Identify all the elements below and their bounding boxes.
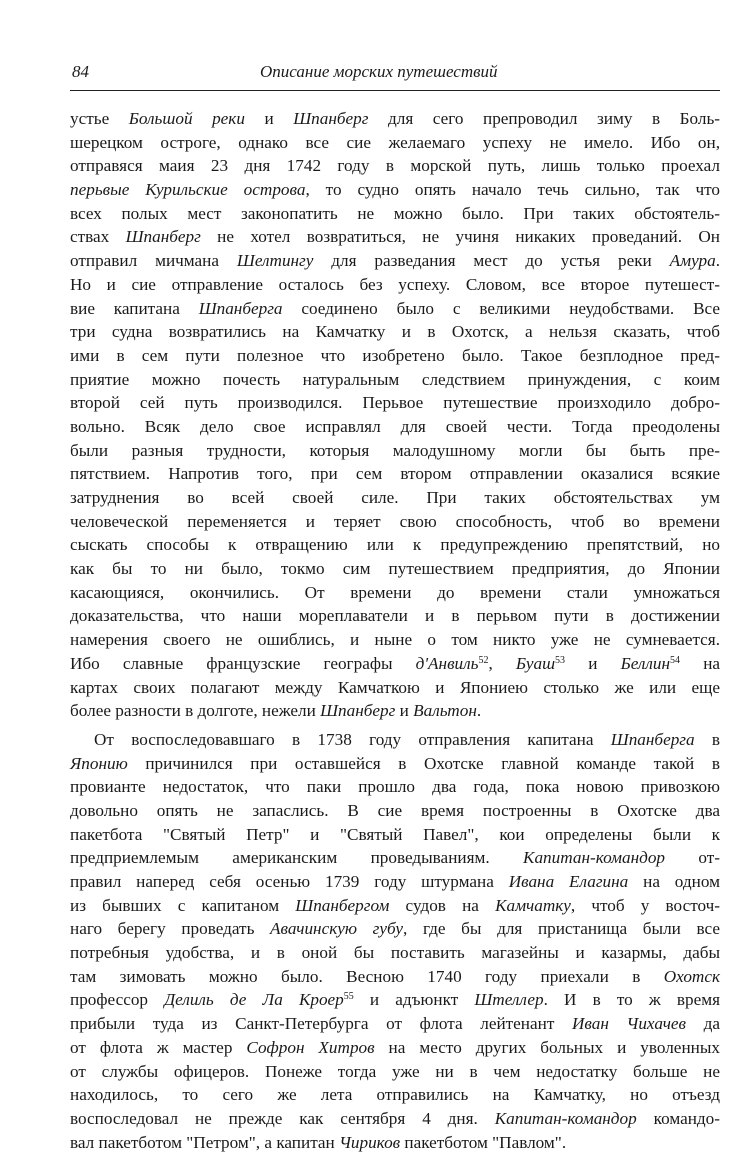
text-line bbox=[70, 917, 720, 941]
italic-name: Беллин bbox=[620, 653, 671, 673]
text-run: были разныя трудности, которыя малодушному могли бы быть пре- bbox=[70, 440, 720, 460]
text-run: в bbox=[694, 729, 720, 749]
text-run: из бывших с капитаном bbox=[70, 895, 296, 915]
text-line bbox=[70, 486, 720, 510]
text-line bbox=[70, 178, 720, 202]
text-run: ими в сем пути полезное что изобретено было. Такое безплодное пред- bbox=[70, 345, 720, 365]
text-run: не хотел возвратиться, не учиня никаких проведаний. Он bbox=[200, 227, 720, 247]
italic-name: Охотск bbox=[663, 966, 720, 986]
text-run: и bbox=[244, 109, 294, 128]
text-run: да bbox=[686, 1014, 721, 1034]
text-line bbox=[70, 415, 720, 439]
text-line bbox=[70, 581, 720, 605]
text-line bbox=[70, 249, 720, 273]
italic-name: Шпанберга bbox=[198, 298, 283, 318]
italic-name: Ивана Елагина bbox=[508, 872, 629, 891]
text-line bbox=[70, 1012, 720, 1036]
text-run: доказательства, что наши мореплаватели и в перьвом пути в достижении bbox=[70, 606, 720, 626]
text-run: от флота ж мастер bbox=[70, 1037, 247, 1057]
page-number: 84 bbox=[72, 62, 89, 81]
text-run: провианте недостаток, что паки прошло два года, пока новою привозкою bbox=[70, 777, 720, 797]
italic-name: Авачинскую губу bbox=[270, 919, 404, 939]
text-line bbox=[70, 870, 720, 894]
text-run: и bbox=[395, 701, 414, 721]
text-line bbox=[70, 131, 720, 155]
text-line bbox=[70, 799, 720, 823]
text-line bbox=[70, 823, 720, 847]
text-line bbox=[70, 154, 720, 178]
text-run: как бы то ни было, токмо сим путешествием предприятия, до Японии bbox=[70, 559, 720, 579]
text-line bbox=[70, 894, 720, 918]
text-run: устье bbox=[70, 109, 129, 128]
footnote-ref: 52 bbox=[478, 654, 489, 666]
text-line bbox=[70, 1083, 720, 1107]
italic-name: д'Анвиль bbox=[415, 653, 479, 673]
italic-name: Вальтон bbox=[413, 701, 477, 721]
text-run: профессор bbox=[70, 990, 165, 1010]
text-line bbox=[70, 557, 720, 581]
footnote-ref: 54 bbox=[670, 654, 681, 666]
text-line bbox=[70, 439, 720, 463]
text-line bbox=[70, 297, 720, 321]
text-run: . И в то ж время bbox=[543, 990, 721, 1010]
text-run: судов на bbox=[389, 895, 496, 915]
italic-name: Капитан-командор bbox=[494, 1108, 637, 1128]
text-run: второй сей путь производился. Перьвое путешествие произходило добро- bbox=[70, 393, 720, 413]
italic-name: Софрон Хитров bbox=[246, 1037, 375, 1057]
text-run: затруднения во всей своей силе. При таких обстоятельствах ум bbox=[70, 488, 720, 507]
text-run: для разведания мест до устья реки bbox=[313, 251, 670, 271]
text-line bbox=[70, 676, 720, 700]
text-run: пятствием. Напротив того, при сем втором отправлении оказалися всякие bbox=[70, 464, 720, 484]
italic-name: Штеллер bbox=[474, 990, 544, 1010]
text-run: всех полых мест законопатить не можно было. При таких обстоятель- bbox=[70, 203, 720, 223]
text-line bbox=[70, 728, 720, 752]
italic-name: Большой реки bbox=[128, 109, 245, 128]
text-run: приятие можно почесть натуральным следствием принуждения, с коим bbox=[70, 369, 720, 389]
text-run: . bbox=[715, 251, 720, 271]
text-run: человеческой переменяется и теряет свою способность, чтоб во времени bbox=[70, 511, 720, 531]
text-run: более разности в долготе, нежели bbox=[70, 701, 321, 721]
text-run: и bbox=[565, 653, 621, 673]
text-line bbox=[70, 652, 720, 676]
text-line bbox=[70, 1131, 720, 1155]
text-run: отправил мичмана bbox=[70, 251, 237, 271]
text-line bbox=[70, 225, 720, 249]
text-run: От воспоследовавшаго в 1738 году отправления капитана bbox=[94, 729, 611, 749]
italic-name: Буаш bbox=[515, 653, 556, 673]
text-run: на место других больных и уволенных bbox=[374, 1037, 720, 1057]
text-run: касающияся, окончились. От времени до времени стали умножаться bbox=[70, 582, 720, 602]
text-run: от- bbox=[665, 848, 720, 868]
italic-name: перьвые Курильские острова bbox=[70, 180, 306, 200]
text-line bbox=[70, 368, 720, 392]
text-run: ствах bbox=[70, 227, 126, 247]
paragraph bbox=[70, 107, 720, 723]
text-run: намерения своего не ошиблись, и ныне о том никто уже не сумневается. bbox=[70, 630, 720, 650]
text-line bbox=[70, 988, 720, 1012]
text-run: Ибо славные французские географы bbox=[70, 653, 416, 673]
italic-name: Чириков bbox=[339, 1132, 401, 1152]
body-text bbox=[70, 107, 720, 1154]
text-line bbox=[70, 1107, 720, 1131]
text-run: пакетбота "Святый Петр" и "Святый Павел", кои определены были к bbox=[70, 824, 720, 844]
text-run: картах своих полагают между Камчаткою и Япониею столько же или еще bbox=[70, 677, 720, 697]
text-line bbox=[70, 533, 720, 557]
text-run: вие капитана bbox=[70, 298, 199, 318]
text-run: вал пакетботом "Петром", а капитан bbox=[70, 1132, 340, 1152]
text-run: там зимовать можно было. Весною 1740 году приехали в bbox=[70, 966, 664, 986]
text-line bbox=[70, 510, 720, 534]
running-title: Описание морских путешествий bbox=[260, 62, 498, 81]
text-line bbox=[70, 202, 720, 226]
text-run: находилось, то сего же лета отправились на Камчатку, но отъезд bbox=[70, 1085, 720, 1105]
text-line bbox=[70, 344, 720, 368]
italic-name: Амура bbox=[669, 251, 716, 271]
italic-name: Делиль де Ла Кроер bbox=[164, 990, 344, 1010]
text-run: причинился при оставшейся в Охотске главной команде такой в bbox=[127, 753, 720, 773]
text-run: , где бы для пристанища были все bbox=[403, 919, 720, 939]
text-run: , то судно опять начало течь сильно, так что bbox=[305, 180, 720, 200]
text-run: три судна возвратились на Камчатку и в Охотск, а нельзя сказать, чтоб bbox=[70, 322, 720, 342]
text-line bbox=[70, 699, 720, 723]
text-run: на одном bbox=[628, 872, 720, 891]
header-rule bbox=[70, 90, 720, 91]
italic-name: Шпанберг bbox=[293, 109, 369, 128]
footnote-ref: 53 bbox=[555, 654, 566, 666]
italic-name: Шпанберга bbox=[610, 729, 695, 749]
italic-name: Шпанберг bbox=[125, 227, 201, 247]
italic-name: Капитан-командор bbox=[523, 848, 666, 868]
text-run: сыскать способы к отвращению или к предупреждению препятствий, но bbox=[70, 535, 720, 555]
text-line bbox=[70, 320, 720, 344]
text-run: Но и сие отправление осталось без успеху. Словом, все второе путешест- bbox=[70, 274, 720, 294]
text-run: , bbox=[488, 653, 516, 673]
text-run: потребныя удобства, и в оной бы поставить магазейны и казармы, дабы bbox=[70, 943, 720, 963]
text-run: от службы офицеров. Понеже тогда уже ни в чем недостатку больше не bbox=[70, 1061, 720, 1081]
text-run: предприемлемым американским проведываниям. bbox=[70, 848, 524, 868]
text-line bbox=[70, 752, 720, 776]
text-run: отправяся маия 23 дня 1742 году в морской путь, лишь только проехал bbox=[70, 156, 720, 176]
page-header bbox=[70, 58, 720, 88]
text-run: довольно опять не запаслись. В сие время построенны в Охотске два bbox=[70, 800, 720, 820]
text-line bbox=[70, 846, 720, 870]
text-line bbox=[70, 462, 720, 486]
italic-name: Японию bbox=[70, 753, 128, 773]
text-line bbox=[70, 965, 720, 989]
paragraph bbox=[70, 728, 720, 1154]
text-run: шерецком остроге, однако все сие желаемаго успеху не имело. Ибо он, bbox=[70, 132, 720, 152]
text-run: командо- bbox=[636, 1108, 720, 1128]
text-line bbox=[70, 604, 720, 628]
text-run: и адъюнкт bbox=[353, 990, 475, 1010]
text-line bbox=[70, 775, 720, 799]
text-line bbox=[70, 628, 720, 652]
text-run: правил наперед себя осенью 1739 году штурмана bbox=[70, 872, 509, 891]
italic-name: Шпанберг bbox=[320, 701, 396, 721]
text-run: прибыли туда из Санкт-Петербурга от флота лейтенант bbox=[70, 1014, 572, 1034]
text-run: пакетботом "Павлом". bbox=[400, 1132, 567, 1152]
text-run: воспоследовал не прежде как сентября 4 дня. bbox=[70, 1108, 495, 1128]
italic-name: Иван Чихачев bbox=[571, 1014, 686, 1034]
italic-name: Шпанбергом bbox=[295, 895, 390, 915]
text-run: соединено было с великими неудобствами. Все bbox=[282, 298, 720, 318]
text-line bbox=[70, 941, 720, 965]
text-line bbox=[70, 1036, 720, 1060]
text-run: . bbox=[476, 701, 482, 721]
text-line bbox=[70, 1060, 720, 1084]
text-run: вольно. Всяк дело свое исправлял для своей чести. Тогда преодолены bbox=[70, 416, 720, 436]
text-line bbox=[70, 107, 720, 131]
italic-name: Шелтингу bbox=[236, 251, 314, 271]
footnote-ref: 55 bbox=[343, 991, 354, 1003]
text-run: , чтоб у восточ- bbox=[570, 895, 720, 915]
text-run: наго берегу проведать bbox=[70, 919, 271, 939]
text-run: на bbox=[680, 653, 721, 673]
text-line bbox=[70, 273, 720, 297]
text-run: для сего препроводил зиму в Боль- bbox=[368, 109, 721, 128]
text-line bbox=[70, 391, 720, 415]
italic-name: Камчатку bbox=[495, 895, 571, 915]
